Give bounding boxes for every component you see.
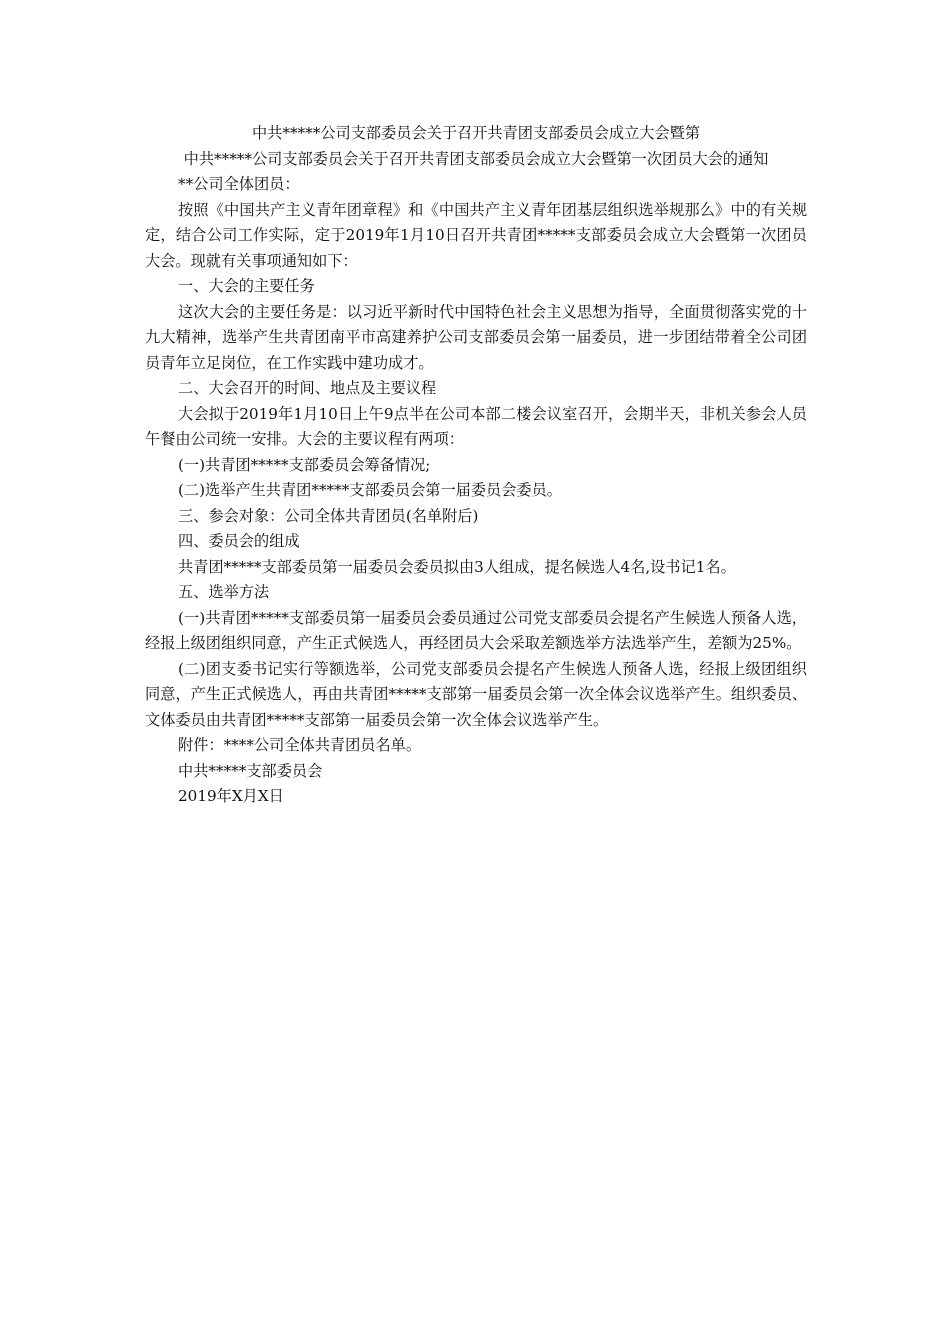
- section2-item1: (一)共青团*****支部委员会筹备情况;: [178, 455, 431, 474]
- section5-heading: 五、选举方法: [178, 583, 270, 601]
- section5-item1: (一)共青团*****支部委员第一届委员会委员通过公司党支部委员会提名产生候选人预备人选，经报上级团组织同意，产生正式候选人，再经团员大会采取差额选举方法选举产生，差额为25%。: [145, 608, 807, 652]
- section2-body: 大会拟于2019年1月10日上午9点半在公司本部二楼会议室召开，会期半天，非机关参会人员午餐由公司统一安排。大会的主要议程有两项：: [145, 404, 807, 448]
- section1-body: 这次大会的主要任务是：以习近平新时代中国特色社会主义思想为指导，全面贯彻落实党的十九大精神，选举产生共青团南平市高建养护公司支部委员会第一届委员，进一步团结带着全公司团员青年立足岗位，在工作实践中建功成才。: [145, 302, 807, 372]
- section5-item2: (二)团支委书记实行等额选举，公司党支部委员会提名产生候选人预备人选，经报上级团组织同意，产生正式候选人，再由共青团*****支部第一届委员会第一次全体会议选举产生。组织委员、文体委员由共青团*****支部第一届委员会第一次全体会议选举产生。: [145, 659, 807, 729]
- document-title-line2: 中共*****公司支部委员会关于召开共青团支部委员会成立大会暨第一次团员大会的通知: [183, 149, 769, 168]
- signature: 中共*****支部委员会: [178, 761, 323, 780]
- document-date: 2019年X月X日: [178, 787, 284, 805]
- section1-heading: 一、大会的主要任务: [178, 277, 315, 295]
- document-body: [145, 121, 807, 810]
- document-title-line1: 中共*****公司支部委员会关于召开共青团支部委员会成立大会暨第: [251, 124, 701, 142]
- attachment-note: 附件：****公司全体共青团员名单。: [178, 736, 421, 754]
- section4-heading: 四、委员会的组成: [178, 532, 300, 550]
- section3-heading: 三、参会对象：公司全体共青团员(名单附后): [178, 506, 479, 525]
- intro-paragraph: 按照《中国共产主义青年团章程》和《中国共产主义青年团基层组织选举规那么》中的有关规定，结合公司工作实际，定于2019年1月10日召开共青团*****支部委员会成立大会暨第一次团员大会。现就有关事项通知如下：: [145, 200, 807, 270]
- section2-heading: 二、大会召开的时间、地点及主要议程: [178, 379, 437, 397]
- section2-item2: (二)选举产生共青团*****支部委员会第一届委员会委员。: [178, 481, 562, 499]
- section4-body: 共青团*****支部委员第一届委员会委员拟由3人组成，提名候选人4名,设书记1名。: [178, 557, 736, 576]
- salutation: **公司全体团员：: [178, 175, 300, 193]
